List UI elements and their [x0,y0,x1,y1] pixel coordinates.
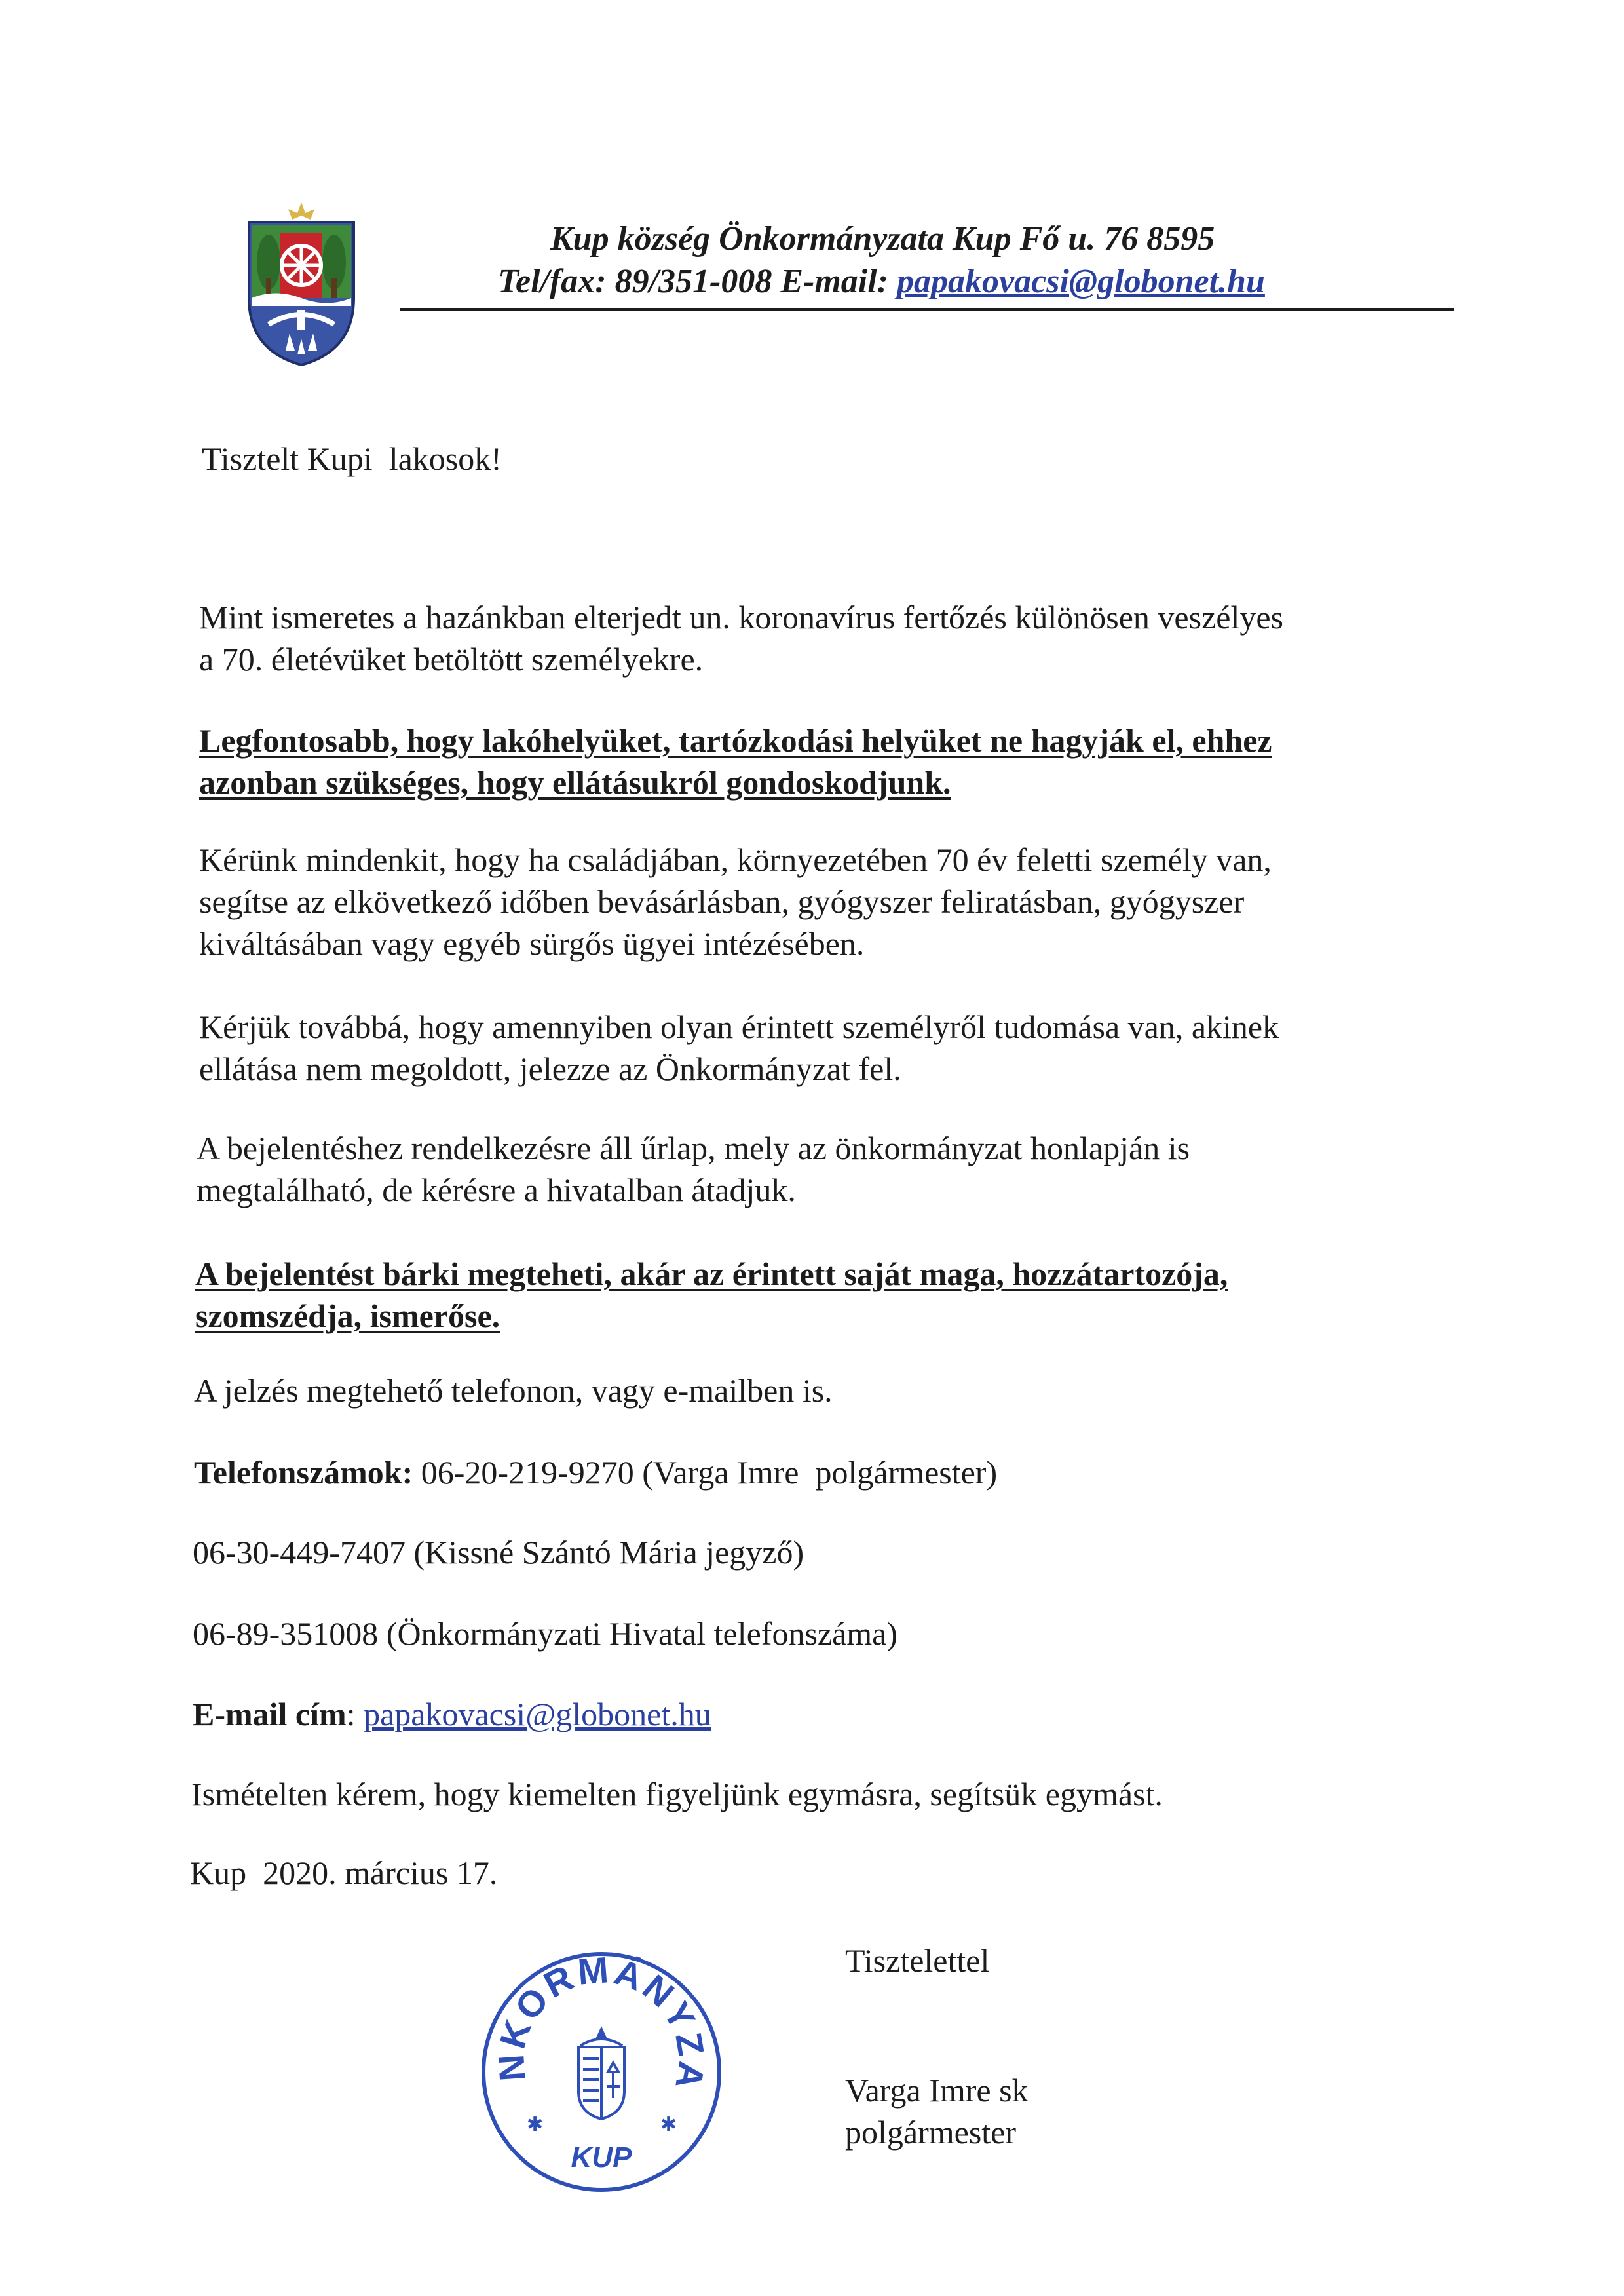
phone-line-mayor [194,1451,997,1493]
stamp-arc-text: NKORMÁNYZA [489,1949,713,2092]
paragraph-line: megtalálható, de kérésre a hivatalban átadjuk. [197,1172,796,1208]
phone-line-office: 06-89-351008 (Önkormányzati Hivatal telefonszáma) [193,1615,898,1652]
header-phone-email-label: Tel/fax: 89/351-008 E-mail: [498,263,897,300]
closing-request: Ismételten kérem, hogy kiemelten figyeljünk egymásra, segítsük egymást. [191,1776,1163,1812]
paragraph-line: segítse az elkövetkező időben bevásárlásban, gyógyszer feliratásban, gyógyszer [199,883,1245,920]
paragraph-line: kiváltásában vagy egyéb sürgős ügyei intézésében. [199,925,865,962]
paragraph-important [199,719,1272,803]
header-divider [400,308,1454,311]
coat-of-arms-logo [242,200,360,370]
header-email-link[interactable]: papakovacsi@globonet.hu [897,263,1265,300]
paragraph-request [199,839,1272,965]
paragraph-intro [199,596,1283,680]
signer-name: Varga Imre sk [845,2072,1029,2109]
paragraph-line: Mint ismeretes a hazánkban elterjedt un. koronavírus fertőzés különösen veszélyes [199,599,1284,636]
greeting: Tisztelt Kupi lakosok! [202,440,502,477]
paragraph-line: ellátása nem megoldott, jelezze az Önkormányzat fel. [199,1050,901,1087]
signer-title: polgármester [845,2114,1017,2151]
paragraph-line: azonban szükséges, hogy ellátásukról gondoskodjunk. [199,764,951,801]
paragraph-report [199,1006,1279,1090]
phone-line-notary: 06-30-449-7407 (Kissné Szántó Mária jegyző) [193,1534,804,1571]
stamp-star-icon: ✱ [660,2113,677,2136]
header-address-line: Kup község Önkormányzata Kup Fő u. 76 8595 [550,220,1215,258]
email-separator: : [346,1696,364,1732]
paragraph-line: a 70. életévüket betöltött személyekre. [199,641,704,678]
paragraph-contact-methods: A jelzés megtehető telefonon, vagy e-mailben is. [194,1372,833,1409]
paragraph-form [197,1127,1190,1211]
paragraph-line: szomszédja, ismerőse. [195,1297,500,1334]
salutation: Tisztelettel [845,1942,990,1979]
stamp-bottom-text: KUP [571,2141,632,2173]
paragraph-line: A bejelentést bárki megteheti, akár az érintett saját maga, hozzátartozója, [195,1255,1228,1292]
phones-label: Telefonszámok: [194,1454,413,1491]
email-line [193,1693,711,1735]
paragraph-line: Legfontosabb, hogy lakóhelyüket, tartózkodási helyüket ne hagyják el, ehhez [199,722,1272,759]
phone-mayor: 06-20-219-9270 (Varga Imre polgármester) [413,1454,998,1491]
official-stamp [470,1941,732,2203]
email-label: E-mail cím [193,1696,347,1732]
paragraph-line: A bejelentéshez rendelkezésre áll űrlap, mely az önkormányzat honlapján is [197,1130,1190,1166]
letter-date: Kup 2020. március 17. [190,1854,498,1891]
paragraph-line: Kérjük továbbá, hogy amennyiben olyan érintett személyről tudomása van, akinek [199,1008,1279,1045]
paragraph-who-can-report [195,1253,1228,1337]
contact-email-link[interactable]: papakovacsi@globonet.hu [364,1696,711,1732]
paragraph-line: Kérünk mindenkit, hogy ha családjában, környezetében 70 év feletti személy van, [199,841,1272,878]
stamp-crest-icon [578,2029,624,2119]
header-contact-line [498,262,1265,301]
stamp-star-icon: ✱ [527,2113,544,2136]
signature-block [845,2069,1029,2153]
